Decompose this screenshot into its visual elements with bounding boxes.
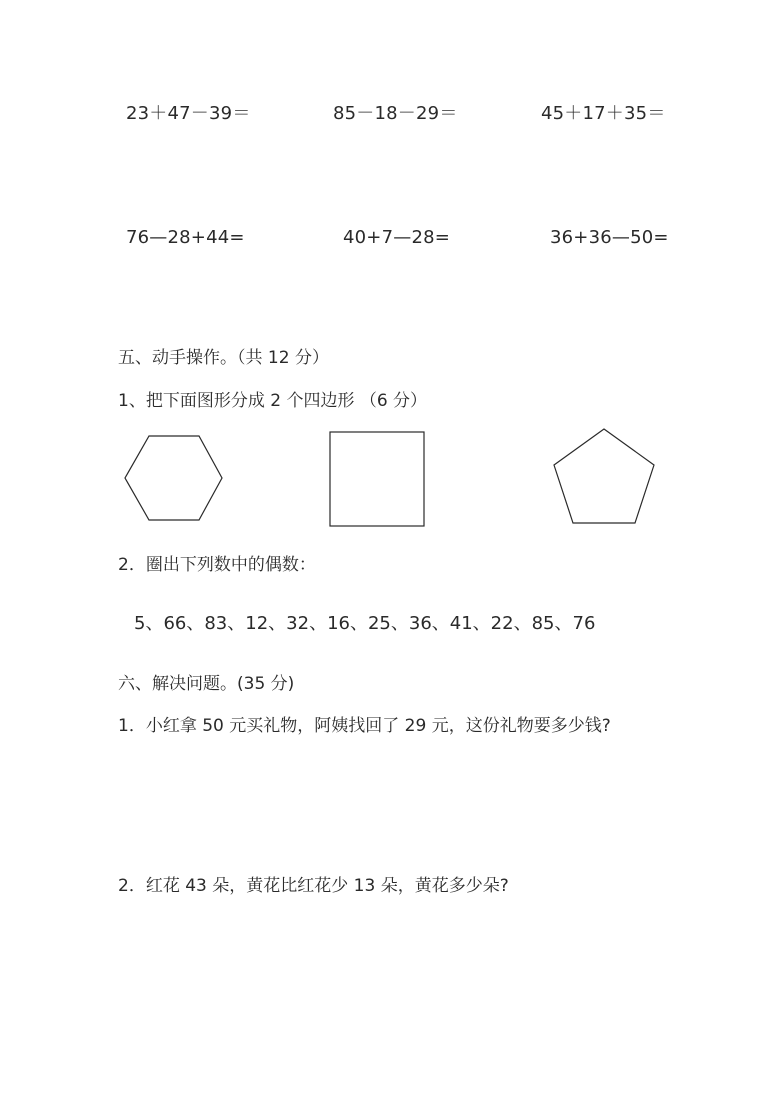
section-5-question-1: 1、把下面图形分成 2 个四边形 （6 分） — [118, 391, 428, 411]
equation-3: 45＋17＋35＝ — [541, 103, 666, 124]
section-6-title: 六、解决问题。(35 分) — [118, 674, 295, 694]
square-icon — [327, 429, 427, 529]
section-5-title: 五、动手操作。（共 12 分） — [118, 348, 329, 368]
section-5-question-2: 2．圈出下列数中的偶数： — [118, 555, 316, 575]
equation-4: 76—28+44= — [126, 227, 245, 248]
number-list: 5、66、83、12、32、16、25、36、41、22、85、76 — [134, 613, 596, 634]
equation-5: 40+7—28= — [343, 227, 451, 248]
hexagon-icon — [120, 432, 226, 526]
section-6-question-1: 1．小红拿 50 元买礼物，阿姨找回了 29 元，这份礼物要多少钱? — [118, 716, 611, 736]
equation-6: 36+36—50= — [550, 227, 669, 248]
pentagon-icon — [550, 425, 658, 527]
equation-2: 85－18－29＝ — [333, 103, 458, 124]
section-6-question-2: 2．红花 43 朵，黄花比红花少 13 朵，黄花多少朵? — [118, 876, 509, 896]
equation-1: 23＋47－39＝ — [126, 103, 251, 124]
